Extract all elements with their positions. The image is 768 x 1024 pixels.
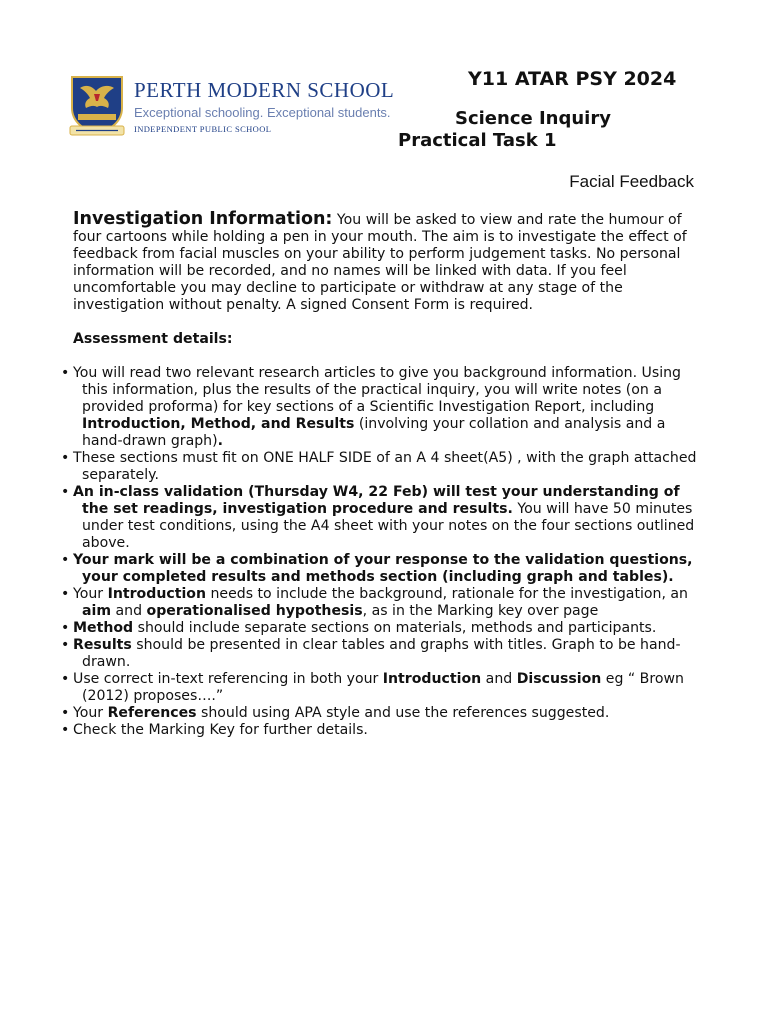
course-title: Y11 ATAR PSY 2024 [468, 68, 677, 90]
list-item: • You will read two relevant research articles to give you background information. Using this information, plus the results of the practical inquiry, you will write notes (on a provided proforma) for key sections of a Scientific Investigation Report, including Introduction, Method, and Results (involving your collation and analysis and a hand-drawn graph). [73, 365, 705, 450]
school-crest-icon [68, 74, 126, 138]
list-item: • Your Introduction needs to include the background, rationale for the investigation, an aim and operationalised hypothesis, as in the Marking key over page [73, 586, 705, 620]
task-title-line2: Practical Task 1 [398, 130, 557, 151]
task-title [398, 108, 678, 152]
list-item: • Method should include separate sections on materials, methods and participants. [73, 620, 705, 637]
list-item: • Your mark will be a combination of your response to the validation questions, your completed results and methods section (including graph and tables). [73, 552, 705, 586]
assessment-list [73, 365, 705, 739]
list-item: • An in-class validation (Thursday W4, 22 Feb) will test your understanding of the set readings, investigation procedure and results. You will have 50 minutes under test conditions, using the A4 sheet with your notes on the four sections outlined above. [73, 484, 705, 552]
assessment-heading: Assessment details: [73, 331, 233, 347]
task-topic: Facial Feedback [569, 172, 694, 191]
school-logo [68, 72, 395, 138]
investigation-body: You will be asked to view and rate the humour of four cartoons while holding a pen in your mouth. The aim is to investigate the effect of feedback from facial muscles on your ability to perform judgement tasks. No personal information will be recorded, and no names will be linked with data. If you feel uncomfortable you may decline to participate or withdraw at any stage of the investigation without penalty. A signed Consent Form is required. [73, 212, 687, 313]
document-body [73, 211, 705, 739]
list-item: • Check the Marking Key for further details. [73, 722, 705, 739]
investigation-information [73, 211, 705, 314]
school-name: PERTH MODERN SCHOOL [134, 78, 395, 102]
task-title-line1: Science Inquiry [455, 108, 611, 129]
list-item: • Use correct in-text referencing in both your Introduction and Discussion eg “ Brown (2012) proposes….” [73, 671, 705, 705]
list-item: • These sections must fit on ONE HALF SIDE of an A 4 sheet(A5) , with the graph attached separately. [73, 450, 705, 484]
investigation-heading: Investigation Information: [73, 209, 333, 229]
school-subtitle: INDEPENDENT PUBLIC SCHOOL [134, 124, 272, 134]
list-item: • Your References should using APA style and use the references suggested. [73, 705, 705, 722]
list-item: • Results should be presented in clear tables and graphs with titles. Graph to be hand-drawn. [73, 637, 705, 671]
school-tagline: Exceptional schooling. Exceptional students. [134, 105, 391, 120]
